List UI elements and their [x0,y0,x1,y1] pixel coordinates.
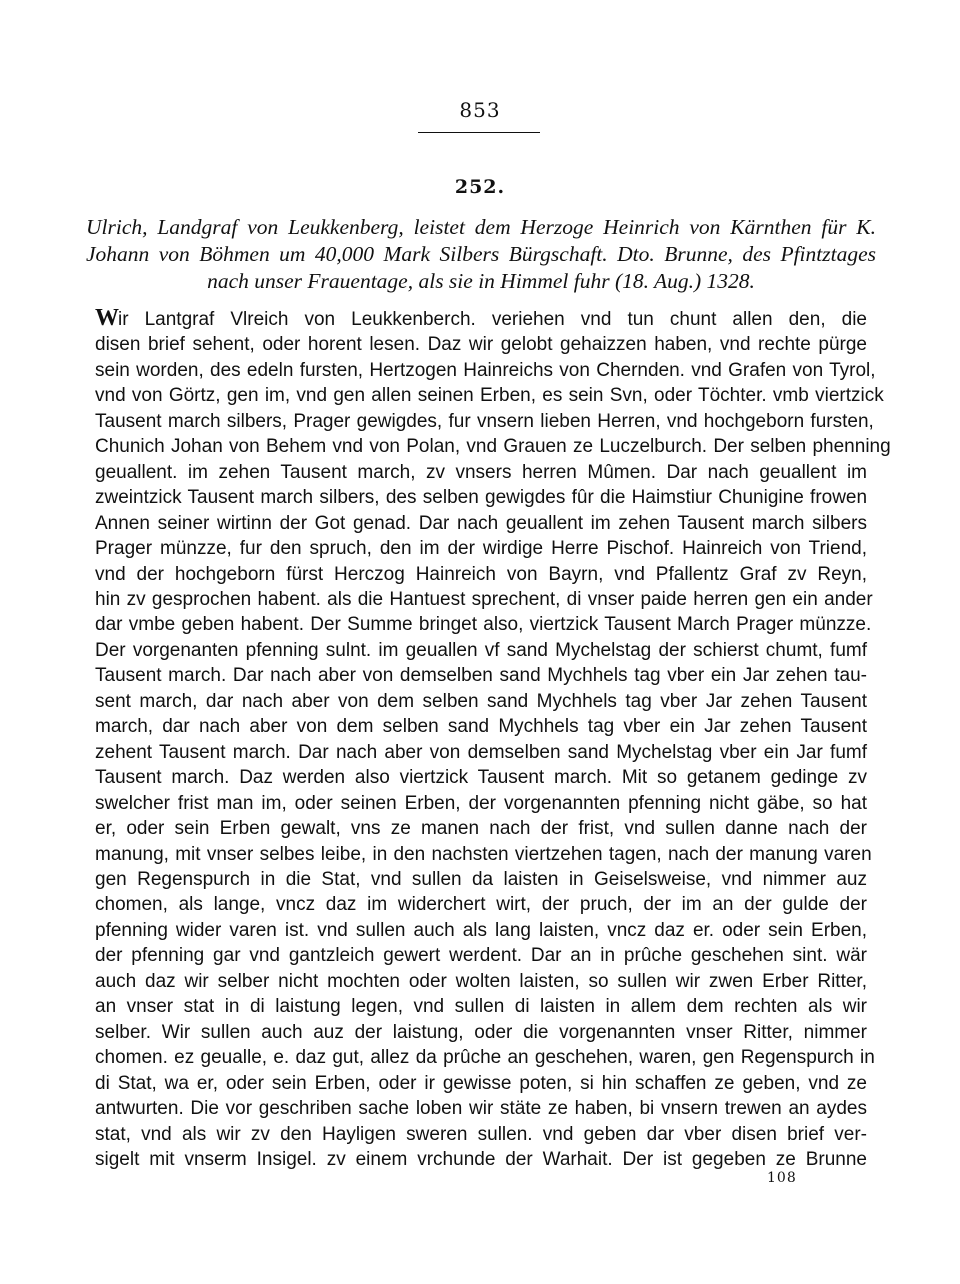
body-line: zweintzick Tausent march silbers, des selben gewigdes fûr die Haimstiur Chunigine frowen [95,487,868,509]
body-line: march, dar nach aber von dem selben sand Mychhels tag vber ein Jar zehen Tausent [95,716,867,738]
body-line: hin zv gesprochen habent. als die Hantuest sprechent, di vnser paide herren gen ein ander [95,588,873,610]
body-line: pfenning wider varen ist. vnd sullen auch als lang laisten, vncz daz er. oder sein Erben, [95,919,867,941]
body-line: Prager münzze, fur den spruch, den im der wirdige Herre Pischof. Hainreich von Triend, [95,538,867,560]
body-line: di Stat, wa er, oder sein Erben, oder ir gewisse poten, si hin schaffen ze geben, vnd ze [95,1072,867,1094]
body-line: antwurten. Die vor geschriben sache loben wir stäte ze haben, bi vnsern trewen an aydes [95,1098,867,1120]
first-line-text: ir Lantgraf Vlreich von Leukkenberch. veriehen vnd tun chunt allen den, die [118,309,867,330]
signature-mark: 108 [767,1170,797,1186]
header-rule [418,132,540,133]
body-line: Der vorgenanten pfenning sulnt. im geuallen vf sand Mychelstag der schierst chumt, fumf [95,639,867,661]
document-number: 252. [454,176,506,198]
document-body [95,305,891,1172]
regest-line: Johann von Böhmen um 40,000 Mark Silbers Bürgschaft. Dto. Brunne, des Pfintztages [86,242,876,266]
initial-letter: W [95,305,118,331]
body-line: selber. Wir sullen auch auz der laistung, oder die vorgenannten vnser Ritter, nimmer [95,1021,867,1043]
body-line: auch daz wir selber nicht mochten oder wolten laisten, so sullen wir zwen Erber Ritter, [95,970,867,992]
regest-line: Ulrich, Landgraf von Leukkenberg, leistet dem Herzoge Heinrich von Kärnthen für K. [86,215,876,239]
body-line: disen brief sehent, oder horent lesen. Daz wir gelobt gehaizzen haben, vnd rechte pürge [95,334,867,356]
body-line: Tausent march silbers, Prager gewigdes, fur vnsern lieben Herren, vnd hochgeborn fursten, [95,410,874,432]
body-line: der pfenning gar vnd gantzleich gewert werdent. Dar an in prûche geschehen sint. wär [95,945,867,967]
body-line: gen Regenspurch in die Stat, vnd sullen da laisten in Geiselsweise, vnd nimmer auz [95,868,867,890]
body-line: geuallent. im zehen Tausent march, zv vnsers herren Mûmen. Dar nach geuallent im [95,461,867,483]
body-line: zehent Tausent march. Dar nach aber von demselben sand Mychelstag vber ein Jar fumf [95,741,867,763]
body-line: an vnser stat in di laistung legen, vnd sullen di laisten in allem dem rechten als wir [95,996,867,1018]
body-line: stat, vnd als wir zv den Hayligen sweren sullen. vnd geben dar vber disen brief ver- [95,1123,867,1145]
body-line: swelcher frist man im, oder seinen Erben, der vorgenannten pfenning nicht gäbe, so hat [95,792,867,814]
body-line: Tausent march. Dar nach aber von demselben sand Mychhels tag vber ein Jar zehen tau- [95,665,867,687]
regest-line: nach unser Frauentage, als sie in Himmel fuhr (18. Aug.) 1328. [207,269,755,293]
body-line: Tausent march. Daz werden also viertzick Tausent march. Mit so getanem gedinge zv [95,767,867,789]
body-line: sent march, dar nach aber von dem selben sand Mychhels tag vber Jar zehen Tausent [95,690,867,712]
body-line: er, oder sein Erben gewalt, vns ze manen nach der frist, vnd sullen danne nach der [95,818,867,840]
body-line: sein worden, des edeln fursten, Hertzogen Hainreichs von Chernden. vnd Grafen von Tyrol, [95,359,876,381]
page-number: 853 [459,98,501,122]
body-first-line [95,306,867,332]
body-line: dar vmbe geben habent. Der Summe bringet also, viertzick Tausent March Prager münzze. [95,614,872,636]
body-line: chomen, als lange, vncz daz im widerchert wirt, der pruch, der im an der gulde der [95,894,867,916]
body-line: vnd von Görtz, gen im, vnd gen allen seinen Erben, es sein Svn, oder Töchter. vmb viertzick [95,385,884,407]
body-line: vnd der hochgeborn fürst Herczog Hainreich von Bayrn, vnd Pfallentz Graf zv Reyn, [95,563,867,585]
body-line: manung, mit vnser selbes leibe, in den nachsten viertzehen tagen, nach der manung varen [95,843,872,865]
body-line: chomen. ez geualle, e. daz gut, allez da prûche an geschehen, waren, gen Regenspurch in [95,1047,875,1069]
regest-summary [86,214,876,295]
body-line: sigelt mit vnserm Insigel. zv einem vrchunde der Warhait. Der ist gegeben ze Brunne [95,1148,867,1170]
body-line: Chunich Johan von Behem vnd von Polan, vnd Grauen ze Luczelburch. Der selben phenning [95,436,891,458]
body-line: Annen seiner wirtinn der Got genad. Dar nach geuallent im zehen Tausent march silbers [95,512,867,534]
